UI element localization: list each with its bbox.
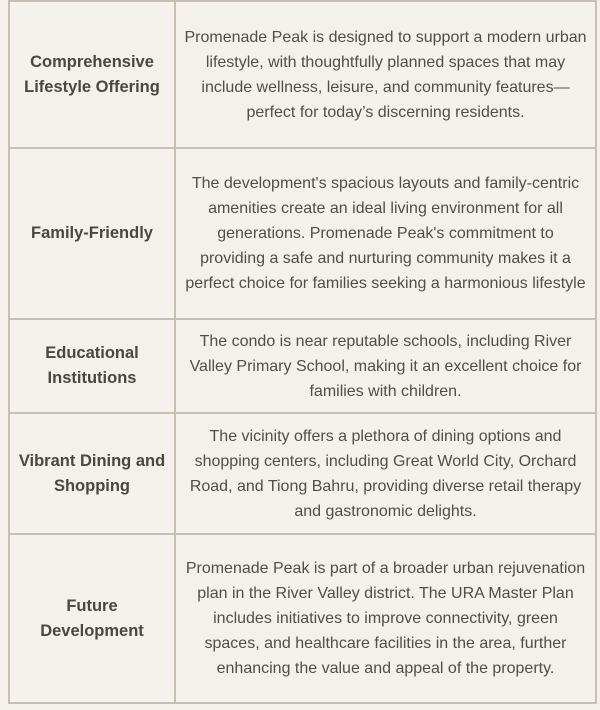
row-heading: Family-Friendly <box>9 148 175 319</box>
row-heading: Educational Institutions <box>9 319 175 413</box>
table-row <box>9 413 596 534</box>
row-description: The vicinity offers a plethora of dining options and shopping centers, including Great World City, Orchard Road, and Tiong Bahru, providing diverse retail therapy and gastronomic delights. <box>175 413 596 534</box>
row-description: The development's spacious layouts and family-centric amenities create an ideal living environment for all generations. Promenade Peak's commitment to providing a safe and nurturing community makes it a perfect choice for families seeking a harmonious lifestyle <box>175 148 596 319</box>
row-heading: Future Development <box>9 534 175 703</box>
row-description: The condo is near reputable schools, including River Valley Primary School, making it an excellent choice for families with children. <box>175 319 596 413</box>
table-row <box>9 534 596 703</box>
features-table <box>8 0 597 704</box>
row-description: Promenade Peak is part of a broader urban rejuvenation plan in the River Valley district. The URA Master Plan includes initiatives to improve connectivity, green spaces, and healthcare facilities in the area, further enhancing the value and appeal of the property. <box>175 534 596 703</box>
table-row <box>9 319 596 413</box>
row-description: Promenade Peak is designed to support a modern urban lifestyle, with thoughtfully planned spaces that may include wellness, leisure, and community features—perfect for today’s discerning residents. <box>175 1 596 148</box>
row-heading: Vibrant Dining and Shopping <box>9 413 175 534</box>
table-row <box>9 1 596 148</box>
table-row <box>9 148 596 319</box>
row-heading: Comprehensive Lifestyle Offering <box>9 1 175 148</box>
